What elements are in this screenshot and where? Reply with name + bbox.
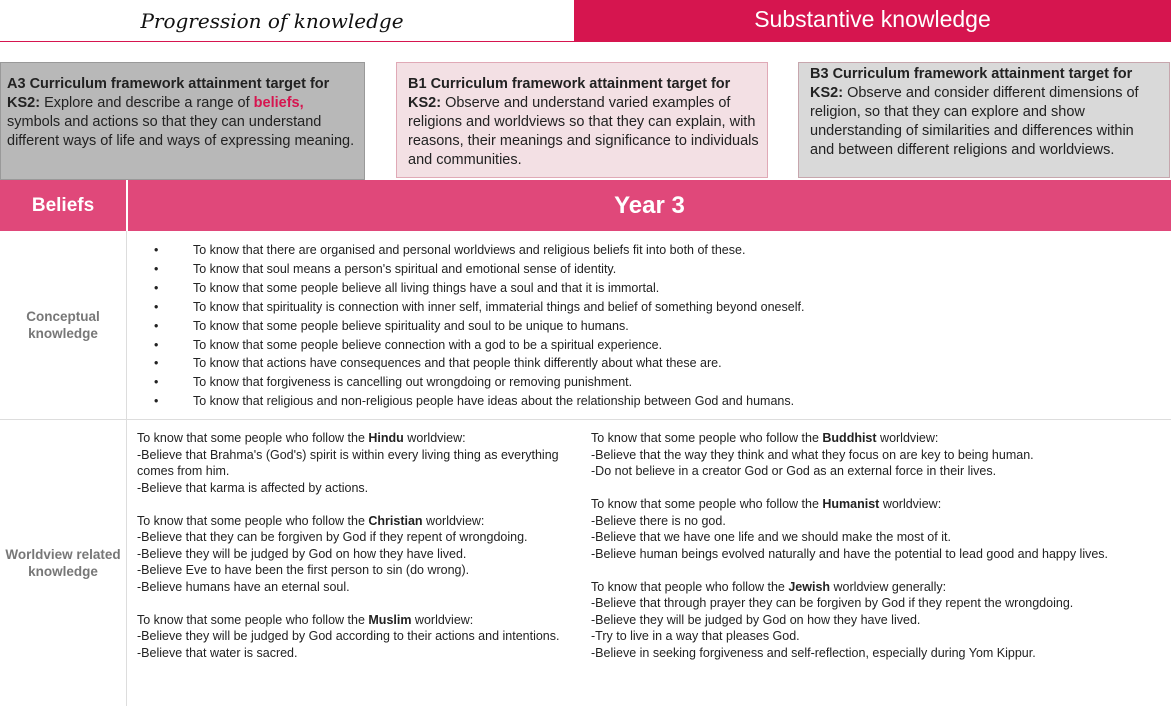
worldview-heading (137, 612, 567, 629)
worldview-belief-line: -Believe that through prayer they can be forgiven by God if they repent the wrongdoing. (591, 596, 1074, 610)
list-item (150, 336, 1160, 355)
worldview-block-buddhist (591, 430, 1161, 480)
worldview-suffix: worldview: (879, 497, 942, 511)
conceptual-knowledge-label: Conceptual knowledge (0, 231, 127, 419)
list-item-text: To know that religious and non-religious people have ideas about the relationship between God and humans. (193, 394, 795, 409)
worldview-heading (591, 496, 1161, 513)
worldview-belief-line: -Believe human beings evolved naturally and have the potential to lead good and happy lives. (591, 546, 1109, 561)
worldview-name: Christian (368, 513, 423, 528)
target-b3-heading: B3 Curriculum framework attainment target for KS2: (810, 66, 1133, 101)
list-item (150, 373, 1160, 392)
worldview-knowledge-label: Worldview related knowledge (0, 420, 127, 706)
bullet-icon: • (154, 337, 159, 352)
list-item-text: To know that there are organised and personal worldviews and religious beliefs fit into both of these. (193, 243, 746, 257)
worldview-belief-line: -Believe that they can be forgiven by God if they repent of wrongdoing. (137, 530, 528, 544)
list-item (150, 298, 1160, 317)
worldview-name: Muslim (368, 612, 412, 627)
worldview-block-christian (137, 513, 567, 596)
list-item-text: To know that some people believe all living things have a soul and that it is immortal. (193, 280, 660, 295)
worldview-belief-line: -Do not believe in a creator God or God as an external force in their lives. (591, 464, 997, 478)
worldview-intro: To know that some people who follow the (137, 431, 369, 445)
bullet-icon: • (154, 280, 159, 295)
worldview-heading (591, 430, 1161, 447)
worldview-block-humanist (591, 496, 1161, 562)
list-item (150, 260, 1160, 279)
worldview-block-jewish (591, 579, 1161, 662)
list-item (150, 354, 1160, 373)
target-b1-heading: B1 Curriculum framework attainment target for KS2: (408, 76, 731, 111)
bullet-icon: • (154, 318, 159, 333)
worldview-name: Jewish (788, 579, 831, 594)
target-a3-text: Explore and describe a range of (40, 95, 254, 111)
target-b3-box (798, 62, 1170, 178)
worldview-belief-line: -Believe they will be judged by God on how they have lived. (137, 546, 467, 561)
target-b3-text: Observe and consider different dimensions of religion, so that they can explore and show understanding of similarities and differences within and between different religions and worldviews. (810, 85, 1139, 158)
row-divider (0, 419, 1171, 420)
worldview-suffix: worldview: (422, 513, 485, 528)
list-item-text: To know that spirituality is connection with inner self, immaterial things and belief of something beyond oneself. (193, 299, 805, 314)
target-b1-box (396, 62, 768, 178)
worldview-belief-line: -Believe that water is sacred. (137, 645, 298, 660)
target-a3-box (0, 62, 365, 180)
substantive-title: Substantive knowledge (574, 0, 1171, 42)
worldview-belief-line: -Believe that the way they think and what they focus on are key to being human. (591, 447, 1034, 462)
worldviews-right-column (591, 430, 1161, 678)
list-item (150, 241, 1160, 260)
target-b1-text: Observe and understand varied examples of religions and worldviews so that they can explain, with reasons, their meanings and significance to individuals and communities. (408, 95, 759, 168)
list-item (150, 279, 1160, 298)
bullet-icon: • (154, 375, 159, 390)
worldview-name: Humanist (822, 497, 880, 511)
list-item-text: To know that some people believe spirituality and soul to be unique to humans. (193, 318, 629, 333)
worldview-belief-line: -Believe they will be judged by God according to their actions and intentions. (137, 629, 560, 643)
target-a3-highlight: beliefs, (253, 95, 304, 111)
worldview-suffix: worldview: (876, 431, 939, 445)
worldview-belief-line: -Believe that karma is affected by actions. (137, 480, 369, 495)
list-item-text: To know that actions have consequences and that people think differently about what these are. (193, 356, 722, 371)
worldviews-left-column (137, 430, 567, 678)
worldview-suffix: worldview generally: (830, 579, 947, 594)
worldview-belief-line: -Believe there is no god. (591, 513, 726, 528)
list-item (150, 317, 1160, 336)
worldview-belief-line: -Believe that Brahma's (God's) spirit is within every living thing as everything comes from him. (137, 447, 559, 478)
worldview-belief-line: -Believe Eve to have been the first person to sin (do wrong). (137, 563, 470, 577)
worldview-block-hindu (137, 430, 567, 496)
worldview-heading (591, 579, 1161, 596)
bullet-icon: • (154, 261, 159, 276)
bullet-icon: • (154, 356, 159, 371)
worldview-suffix: worldview: (403, 431, 466, 445)
progression-title: Progression of knowledge (0, 0, 574, 42)
worldview-name: Buddhist (822, 431, 877, 445)
worldview-belief-line: -Try to live in a way that pleases God. (591, 629, 800, 643)
target-a3-heading: A3 Curriculum framework attainment target for KS2: (7, 76, 330, 111)
worldview-belief-line: -Believe they will be judged by God on how they have lived. (591, 612, 921, 627)
list-item-text: To know that some people believe connection with a god to be a spiritual experience. (193, 337, 663, 352)
worldview-heading (137, 430, 567, 447)
worldview-intro: To know that some people who follow the (591, 497, 823, 511)
worldview-intro: To know that some people who follow the (137, 513, 369, 528)
list-item-text: To know that forgiveness is cancelling out wrongdoing or removing punishment. (193, 375, 633, 390)
conceptual-list (150, 241, 1160, 411)
year-header: Year 3 (128, 180, 1171, 231)
beliefs-header: Beliefs (0, 180, 126, 231)
worldview-intro: To know that some people who follow the (591, 431, 823, 445)
list-item (150, 392, 1160, 411)
bullet-icon: • (154, 394, 159, 409)
worldview-intro: To know that some people who follow the (137, 612, 369, 627)
worldview-name: Hindu (368, 431, 404, 445)
worldview-intro: To know that people who follow the (591, 579, 789, 594)
bullet-icon: • (154, 299, 159, 314)
worldview-block-muslim (137, 612, 567, 662)
list-item-text: To know that soul means a person's spiritual and emotional sense of identity. (193, 261, 617, 276)
worldview-belief-line: -Believe that we have one life and we should make the most of it. (591, 530, 951, 544)
target-a3-text-end: symbols and actions so that they can understand different ways of life and ways of expressing meaning. (7, 114, 355, 149)
worldview-suffix: worldview: (411, 612, 474, 627)
worldview-heading (137, 513, 567, 530)
bullet-icon: • (154, 243, 159, 257)
worldview-belief-line: -Believe in seeking forgiveness and self-reflection, especially during Yom Kippur. (591, 645, 1036, 660)
worldview-belief-line: -Believe humans have an eternal soul. (137, 579, 350, 594)
